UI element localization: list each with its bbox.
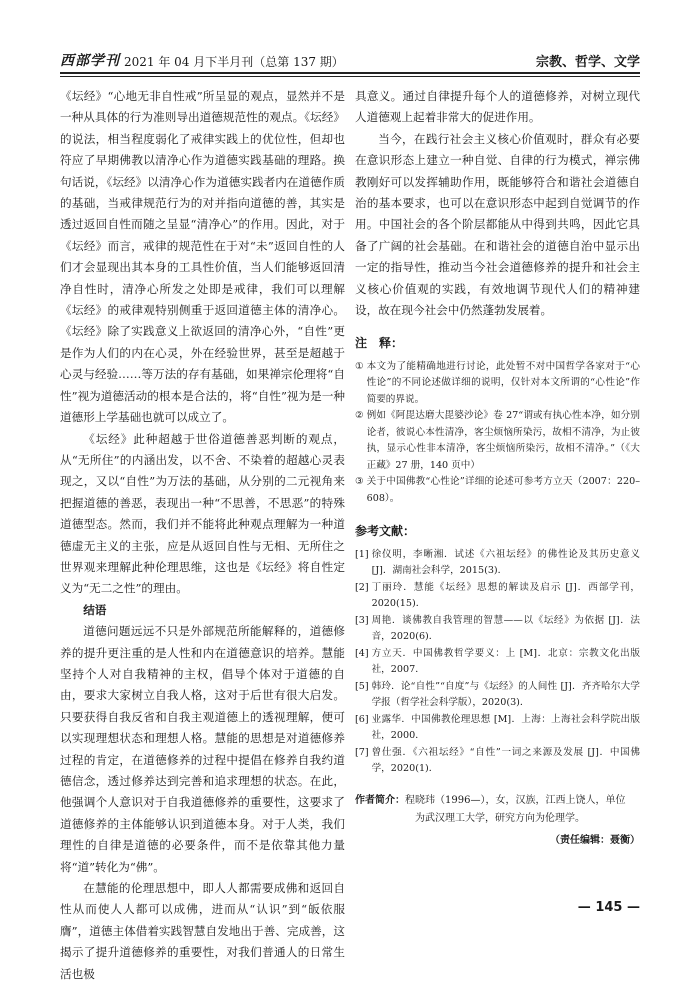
note-number: ① [355,360,364,372]
author-info: 程晓玮（1996—），女，汉族，江西上饶人，单位 [405,794,626,806]
reference-number: [2] [355,581,369,593]
reference-number: [1] [355,548,369,560]
body-paragraph: 《坛经》“心地无非自性戒”所呈显的观点，显然并不是一种从具体的行为准则导出道德规范性的观点。《坛经》的说法，相当程度弱化了戒律实践上的优位性，但却也符应了早期佛教以清净心作为道德实践基础的理路。换句话说，《坛经》以清净心作为道德实践者内在道德作质的基础，当戒律规范行为的对并指向道德的善，其实是透过返回自性而随之呈显“清净心”的作用。因此，对于《坛经》而言，戒律的规范性在于对“未”返回自性的人们才会显现出其本身的工具性价值，当人们能够返回清净自性时，清净心所发之处即是戒律，我们可以理解《坛经》的戒律观特别侧重于返回道德主体的清净心。《坛经》除了实践意义上欲返回的清净心外，“自性”更是作为人们的内在心灵，外在经验世界，甚至是超越于心灵与经验……等万法的存有基础，如果禅宗伦理将“自性”视为道德活动的根本是合法的，将“自性”视为是一种道德形上学基础也就可以成立了。 [60,89,345,425]
reference-item [355,712,640,745]
journal-logo: 西部学刊 [60,53,120,69]
body-paragraph: 当今，在践行社会主义核心价值观时，群众有必要在意识形态上建立一种自觉、自律的行为模式，禅宗佛教刚好可以发挥辅助作用，既能够符合和谐社会道德自治的基本要求，也可以在意识形态中起到自觉调节的作用。中国社会的各个阶层都能从中得到共鸣，因此它具备了广阔的社会基础。在和谐社会的道德自治中显示出一定的指导性，推动当今社会道德修养的提升和社会主义核心价值观的实践，有效地调节现代人们的精神建设，故在现今社会中仍然蓬勃发展着。 [355,131,640,318]
reference-item [355,547,640,580]
header-rule-thin [60,76,640,77]
author-bio [355,792,640,828]
reference-item [355,580,640,613]
body-paragraph: 道德问题远远不只是外部规范所能解释的，道德修养的提升更注重的是人性和内在道德意识的培养。慧能坚持个人对自我精神的主权，倡导个体对于道德的自由，要求大家树立自我人格，这对于后世有很大启发。只要获得自我反省和自我主观道德上的透视理解，便可以实现理想状态和理想人格。慧能的思想是对道德修养过程的肯定，在道德修养的过程中提倡在修养自我约道德信念，透过修养达到完善和追求理想的状态。在此，他强调个人意识对于自我道德修养的重要性，这要求了道德修养的主体能够认识到道德本身。对于人类，我们理性的自律是道德的必要条件，而不是依靠其他力量将“道”转化为“佛”。 [60,624,345,874]
reference-number: [5] [355,680,369,692]
body-paragraph: 《坛经》此种超越于世俗道德善恶判断的观点，从“无所住”的内涵出发，以不舍、不染着的超越心灵表现之，又以“自性”为万法的基础，从分别的二元视角来把握道德的善恶，表现出一种“不思善，不思恶”的特殊道德型态。然而，我们并不能将此种观点理解为一种道德虚无主义的主张，应是从返回自性与无相、无所住之世界观来理解此种伦理思维，这也是《坛经》将自性定义为“无二之性”的理由。 [60,431,345,596]
reference-number: [6] [355,713,369,725]
note-number: ③ [355,476,364,488]
note-text: 关于中国佛教“心性论”详细的论述可参考方立天（2007：220–608）。 [366,476,640,504]
reference-text: 方立天．中国佛教哲学要义：上 [M]．北京：宗教文化出版社，2007． [371,647,640,676]
note-item [355,359,640,409]
reference-number: [3] [355,614,369,626]
note-item [355,474,640,507]
body-paragraph: 具意义。通过自律提升每个人的道德修养，对树立现代人道德观上起着非常大的促进作用。 [355,89,640,125]
reference-text: 徐仪明，李晰湘．试述《六祖坛经》的佛性论及其历史意义 [J]．湖南社会科学，2015(3)． [371,548,640,577]
reference-item [355,613,640,646]
page-number: — 145 — [577,900,640,915]
reference-item [355,745,640,778]
notes-section [355,333,640,507]
reference-text: 业露华．中国佛教伦理思想 [M]．上海：上海社会科学院出版社，2000． [371,713,640,742]
reference-text: 丁丽玲．慧能《坛经》思想的解读及启示 [J]．西部学刊，2020(15)． [371,581,640,610]
author-info-cont: 为武汉理工大学，研究方向为伦理学。 [415,812,585,824]
reference-item [355,646,640,679]
notes-title: 注 释： [355,336,404,351]
reference-number: [4] [355,647,369,659]
left-column [60,86,345,985]
journal-info [60,50,344,70]
responsible-editor: （责任编辑：聂衡） [550,834,640,846]
note-text: 本文为了能精确地进行讨论，此处暂不对中国哲学各家对于“心性论”的不同论述做详细的说明，仅针对本文所谓的“心性论”作简要的界说。 [366,360,640,405]
reference-number: [7] [355,746,369,758]
note-text: 例如《阿毘达磨大毘婆沙论》卷 27“谓或有执心性本净，如分别论者，彼说心本性清净，客尘烦恼所染污，故相不清净，为止彼执，显示心性非本清净，客尘烦恼所染污，故相不清净。”（《大正藏》27 册，140 页中） [366,410,640,471]
reference-text: 周艳．谈佛教自我管理的智慧——以《坛经》为依据 [J]．法音，2020(6)． [371,614,640,643]
note-item [355,408,640,474]
references-section [355,521,640,777]
reference-text: 韩玲．论“自性”“自度”与《坛经》的人间性 [J]．齐齐哈尔大学学报（哲学社会科学版），2020(3)． [371,680,640,709]
page-header [60,46,640,70]
issue-info: 2021 年 04 月下半月刊（总第 137 期） [124,55,344,69]
author-label: 作者简介： [355,794,405,806]
header-rule-thick [60,72,640,74]
note-number: ② [355,410,364,422]
references-title: 参考文献： [355,524,416,539]
section-label: 宗教、哲学、文学 [535,55,640,70]
reference-text: 曾仕强．《六祖坛经》“自性”一词之来源及发展 [J]．中国佛学，2020(1)． [371,746,640,775]
reference-item [355,679,640,712]
conclusion-heading: 结语 [83,602,107,617]
body-paragraph: 在慧能的伦理思想中，即人人都需要成佛和返回自性从而使人人都可以成佛，进而从“认识”到“皈依服膺”，道德主体借着实践智慧自发地出于善、完成善，这揭示了提升道德修养的重要性，对我们普通人的日常生活也极 [60,881,345,981]
right-column [355,86,640,851]
